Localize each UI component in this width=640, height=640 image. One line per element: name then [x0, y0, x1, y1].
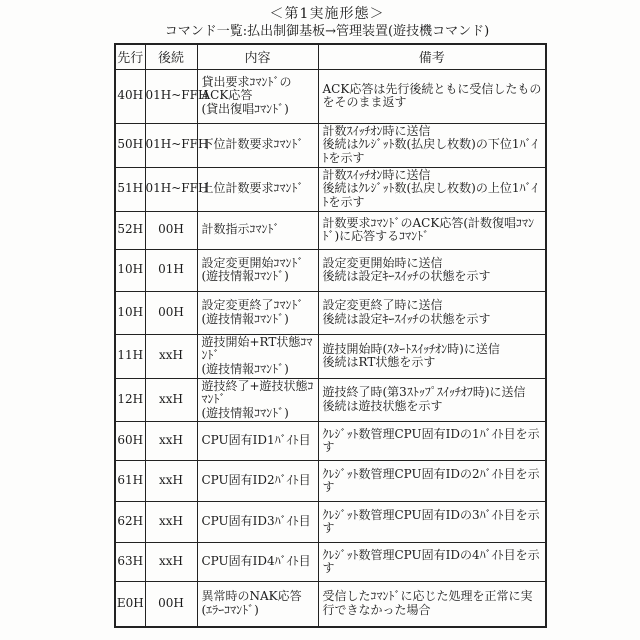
content-cell: CPU固有ID1ﾊﾞｲﾄ目: [197, 422, 318, 461]
content-cell: 計数指示ｺﾏﾝﾄﾞ: [197, 211, 318, 249]
preceding-byte-cell: 12H: [115, 378, 145, 422]
remarks-cell: 受信したｺﾏﾝﾄﾞに応じた処理を正常に実行できなかった場合: [318, 582, 546, 627]
remarks-cell: 遊技終了時(第3ｽﾄｯﾌﾟｽｲｯﾁｵﾌ時)に送信 後続は遊技状態を示す: [318, 378, 546, 422]
subsequent-byte-cell: 00H: [145, 211, 197, 249]
table-row: [115, 167, 546, 211]
subsequent-byte-cell: 01H: [145, 249, 197, 291]
content-cell: 異常時のNAK応答 (ｴﾗｰｺﾏﾝﾄﾞ): [197, 582, 318, 627]
title-block: [112, 6, 542, 40]
table-row: [115, 249, 546, 291]
table-row: [115, 502, 546, 543]
content-cell: 貸出要求ｺﾏﾝﾄﾞの ACK応答 (貸出復唱ｺﾏﾝﾄﾞ): [197, 69, 318, 123]
content-cell: 遊技開始+RT状態ｺﾏﾝﾄﾞ (遊技情報ｺﾏﾝﾄﾞ): [197, 334, 318, 378]
remarks-cell: ｸﾚｼﾞｯﾄ数管理CPU固有IDの1ﾊﾞｲﾄ目を示す: [318, 422, 546, 461]
content-cell: 設定変更終了ｺﾏﾝﾄﾞ (遊技情報ｺﾏﾝﾄﾞ): [197, 291, 318, 334]
preceding-byte-cell: 61H: [115, 461, 145, 502]
table-row: [115, 582, 546, 627]
subsequent-byte-cell: xxH: [145, 461, 197, 502]
table-row: [115, 422, 546, 461]
remarks-cell: ACK応答は先行後続ともに受信したものをそのまま返す: [318, 69, 546, 123]
table-caption: コマンド一覧:払出制御基板→管理装置(遊技機コマンド): [164, 24, 490, 39]
content-cell: CPU固有ID4ﾊﾞｲﾄ目: [197, 543, 318, 582]
remarks-cell: ｸﾚｼﾞｯﾄ数管理CPU固有IDの3ﾊﾞｲﾄ目を示す: [318, 502, 546, 543]
table-row: [115, 461, 546, 502]
header-row: [115, 44, 546, 69]
preceding-byte-cell: 50H: [115, 123, 145, 167]
column-header-subsequent: 後続: [145, 44, 197, 69]
preceding-byte-cell: 10H: [115, 249, 145, 291]
remarks-cell: 計数ｽｲｯﾁｵﾝ時に送信 後続はｸﾚｼﾞｯﾄ数(払戻し枚数)の下位1ﾊﾞｲﾄを示す: [318, 123, 546, 167]
command-table-body: [115, 69, 546, 627]
page-title: ＜第1実施形態＞: [269, 6, 385, 22]
column-header-content: 内容: [197, 44, 318, 69]
subsequent-byte-cell: 01H~FFH: [145, 167, 197, 211]
table-row: [115, 211, 546, 249]
preceding-byte-cell: 62H: [115, 502, 145, 543]
preceding-byte-cell: E0H: [115, 582, 145, 627]
preceding-byte-cell: 63H: [115, 543, 145, 582]
column-header-preceding: 先行: [115, 44, 145, 69]
content-cell: 設定変更開始ｺﾏﾝﾄﾞ (遊技情報ｺﾏﾝﾄﾞ): [197, 249, 318, 291]
content-cell: CPU固有ID2ﾊﾞｲﾄ目: [197, 461, 318, 502]
content-cell: CPU固有ID3ﾊﾞｲﾄ目: [197, 502, 318, 543]
preceding-byte-cell: 60H: [115, 422, 145, 461]
preceding-byte-cell: 11H: [115, 334, 145, 378]
preceding-byte-cell: 52H: [115, 211, 145, 249]
subsequent-byte-cell: xxH: [145, 543, 197, 582]
table-row: [115, 291, 546, 334]
preceding-byte-cell: 10H: [115, 291, 145, 334]
subsequent-byte-cell: xxH: [145, 502, 197, 543]
preceding-byte-cell: 40H: [115, 69, 145, 123]
remarks-cell: ｸﾚｼﾞｯﾄ数管理CPU固有IDの2ﾊﾞｲﾄ目を示す: [318, 461, 546, 502]
subsequent-byte-cell: xxH: [145, 378, 197, 422]
remarks-cell: ｸﾚｼﾞｯﾄ数管理CPU固有IDの4ﾊﾞｲﾄ目を示す: [318, 543, 546, 582]
subsequent-byte-cell: xxH: [145, 334, 197, 378]
table-row: [115, 69, 546, 123]
content-cell: 下位計数要求ｺﾏﾝﾄﾞ: [197, 123, 318, 167]
subsequent-byte-cell: 00H: [145, 291, 197, 334]
remarks-cell: 遊技開始時(ｽﾀｰﾄｽｲｯﾁｵﾝ時)に送信 後続はRT状態を示す: [318, 334, 546, 378]
column-header-remarks: 備考: [318, 44, 546, 69]
content-cell: 遊技終了+遊技状態ｺﾏﾝﾄﾞ (遊技情報ｺﾏﾝﾄﾞ): [197, 378, 318, 422]
command-table: [114, 43, 547, 628]
subsequent-byte-cell: 01H~FFH: [145, 123, 197, 167]
table-row: [115, 123, 546, 167]
remarks-cell: 計数要求ｺﾏﾝﾄﾞのACK応答(計数復唱ｺﾏﾝﾄﾞ)に応答するｺﾏﾝﾄﾞ: [318, 211, 546, 249]
remarks-cell: 設定変更終了時に送信 後続は設定ｷｰｽｲｯﾁの状態を示す: [318, 291, 546, 334]
subsequent-byte-cell: 00H: [145, 582, 197, 627]
remarks-cell: 計数ｽｲｯﾁｵﾝ時に送信 後続はｸﾚｼﾞｯﾄ数(払戻し枚数)の上位1ﾊﾞｲﾄを示す: [318, 167, 546, 211]
table-row: [115, 543, 546, 582]
command-table-header: [115, 44, 546, 69]
content-cell: 上位計数要求ｺﾏﾝﾄﾞ: [197, 167, 318, 211]
table-row: [115, 378, 546, 422]
remarks-cell: 設定変更開始時に送信 後続は設定ｷｰｽｲｯﾁの状態を示す: [318, 249, 546, 291]
subsequent-byte-cell: xxH: [145, 422, 197, 461]
preceding-byte-cell: 51H: [115, 167, 145, 211]
table-row: [115, 334, 546, 378]
subsequent-byte-cell: 01H~FFH: [145, 69, 197, 123]
